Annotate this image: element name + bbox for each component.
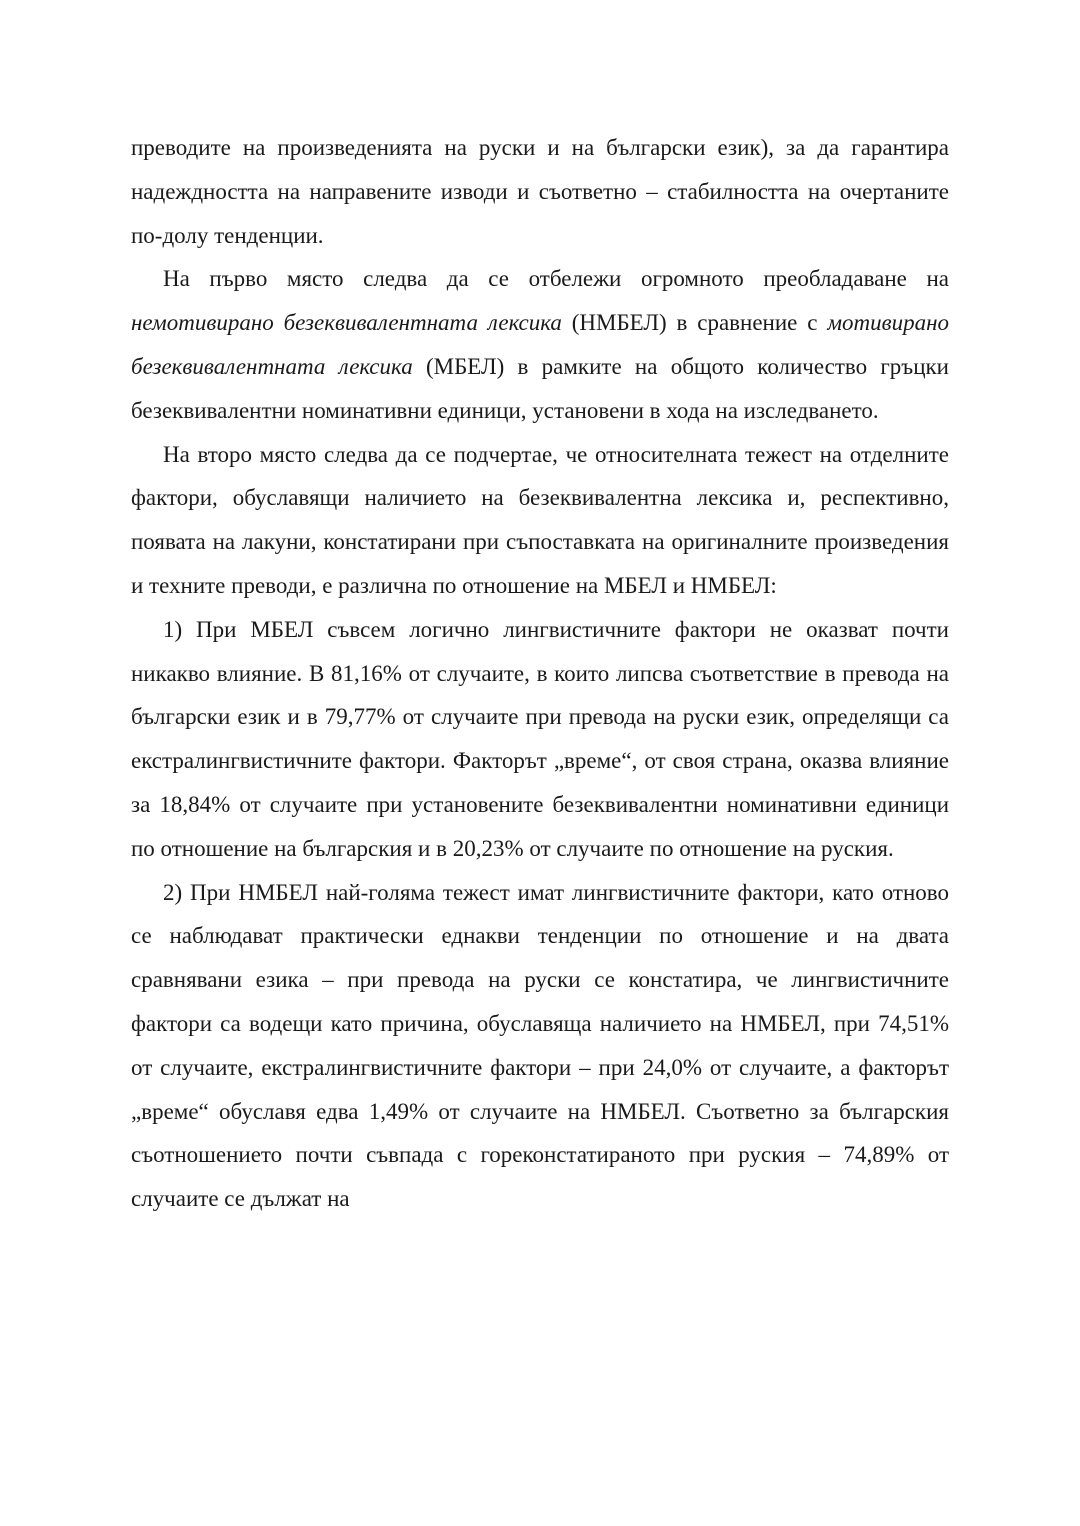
paragraph-1 (131, 126, 949, 257)
paragraph-1-text: преводите на произведенията на руски и на български език), за да гарантира надеждността на направените изводи и съответно – стабилността на очертаните по-долу тенденции. (131, 135, 949, 248)
paragraph-5 (131, 871, 949, 1221)
paragraph-2-text-c: (МБЕЛ) в рамките на общото количество гръцки безеквивалентни номинативни единици, установени в хода на изследването. (131, 353, 949, 423)
paragraph-2-term-nmbel: немотивирано безеквивалентната лексика (131, 310, 562, 336)
paragraph-3 (131, 433, 949, 608)
paragraph-2-text-b: (НМБЕЛ) в сравнение с (561, 310, 828, 336)
document-page (131, 126, 949, 1221)
paragraph-4 (131, 608, 949, 871)
paragraph-2 (131, 257, 949, 432)
paragraph-2-term-mbel: мотивирано безеквивалентната лексика (131, 310, 949, 379)
paragraph-4-text: 1) При МБЕЛ съвсем логично лингвистичните фактори не оказват почти никакво влияние. В 81,16% от случаите, в които липсва съответствие в превода на български език и в 79,77% от случаите при превода на руски език, определящи са екстралингвистичните фактори. Факторът „време“, от своя страна, оказва влияние за 18,84% от случаите при установените безеквивалентни номинативни единици по отношение на българския и в 20,23% от случаите по отношение на руския. (131, 616, 949, 861)
paragraph-3-text: На второ място следва да се подчертае, че относителната тежест на отделните фактори, обуславящи наличието на безеквивалентна лексика и, респективно, появата на лакуни, констатирани при съпоставката на оригиналните произведения и техните преводи, е различна по отношение на МБЕЛ и НМБЕЛ: (131, 441, 949, 598)
paragraph-5-text: 2) При НМБЕЛ най-голяма тежест имат лингвистичните фактори, като отново се наблюдават практически еднакви тенденции по отношение и на двата сравнявани езика – при превода на руски се констатира, че лингвистичните фактори са водещи като причина, обуславяща наличието на НМБЕЛ, при 74,51% от случаите, екстралингвистичните фактори – при 24,0% от случаите, а факторът „време“ обуславя едва 1,49% от случаите на НМБЕЛ. Съответно за българския съотношението почти съвпада с гореконстатираното при руския – 74,89% от случаите се дължат на (131, 879, 949, 1212)
paragraph-2-text-a: На първо място следва да се отбележи огромното преобладаване на (163, 266, 949, 292)
